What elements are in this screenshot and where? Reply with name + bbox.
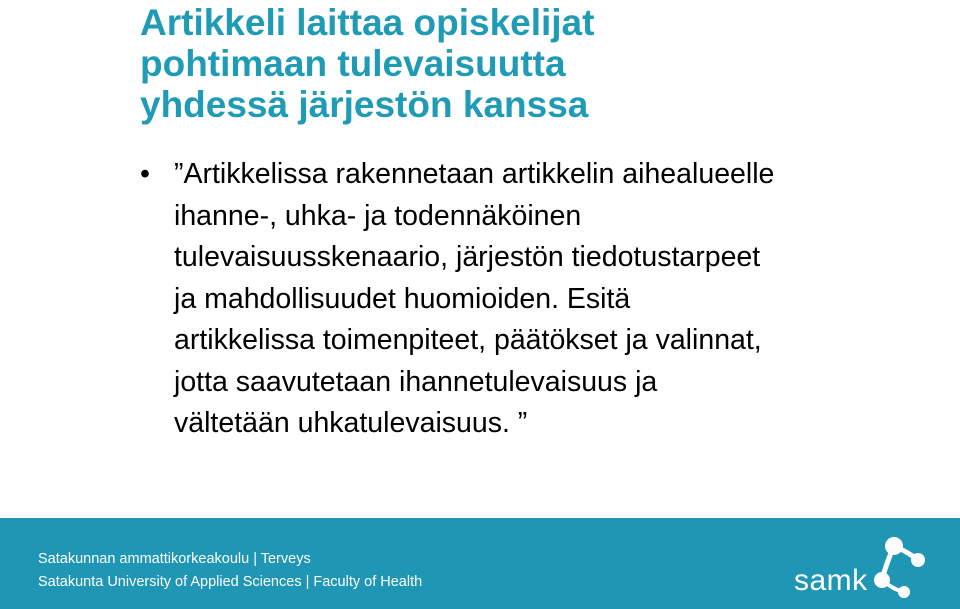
body-line-5: artikkelissa toimenpiteet, päätökset ja valinnat, xyxy=(174,324,762,356)
footer-institution-en: Satakunta University of Applied Sciences | Faculty of Health xyxy=(38,574,423,590)
body-line-1: ”Artikkelissa rakennetaan artikkelin aihealueelle xyxy=(174,158,775,190)
samk-logo xyxy=(790,534,930,604)
bullet-item-text xyxy=(174,154,930,445)
title-line-1: Artikkeli laittaa opiskelijat xyxy=(140,2,595,43)
body-line-6: jotta saavutetaan ihannetulevaisuus ja xyxy=(174,365,658,398)
body-line-2: ihanne-, uhka- ja todennäköinen xyxy=(174,199,582,232)
footer-institution-fi: Satakunnan ammattikorkeakoulu | Terveys xyxy=(38,551,311,567)
samk-dots-logo-icon xyxy=(868,534,930,600)
body-line-3: tulevaisuusskenaario, järjestön tiedotustarpeet xyxy=(174,241,761,273)
slide-title xyxy=(140,2,940,125)
body-line-7: vältetään uhkatulevaisuus. ” xyxy=(174,407,528,439)
title-line-2: pohtimaan tulevaisuutta xyxy=(140,43,566,84)
bullet-list xyxy=(140,154,930,445)
bullet-marker: • xyxy=(140,158,150,190)
footer-bar xyxy=(0,518,960,609)
title-line-3: yhdessä järjestön kanssa xyxy=(140,84,589,125)
body-line-4: ja mahdollisuudet huomioiden. Esitä xyxy=(174,282,631,315)
samk-logo-text: samk xyxy=(794,564,868,597)
